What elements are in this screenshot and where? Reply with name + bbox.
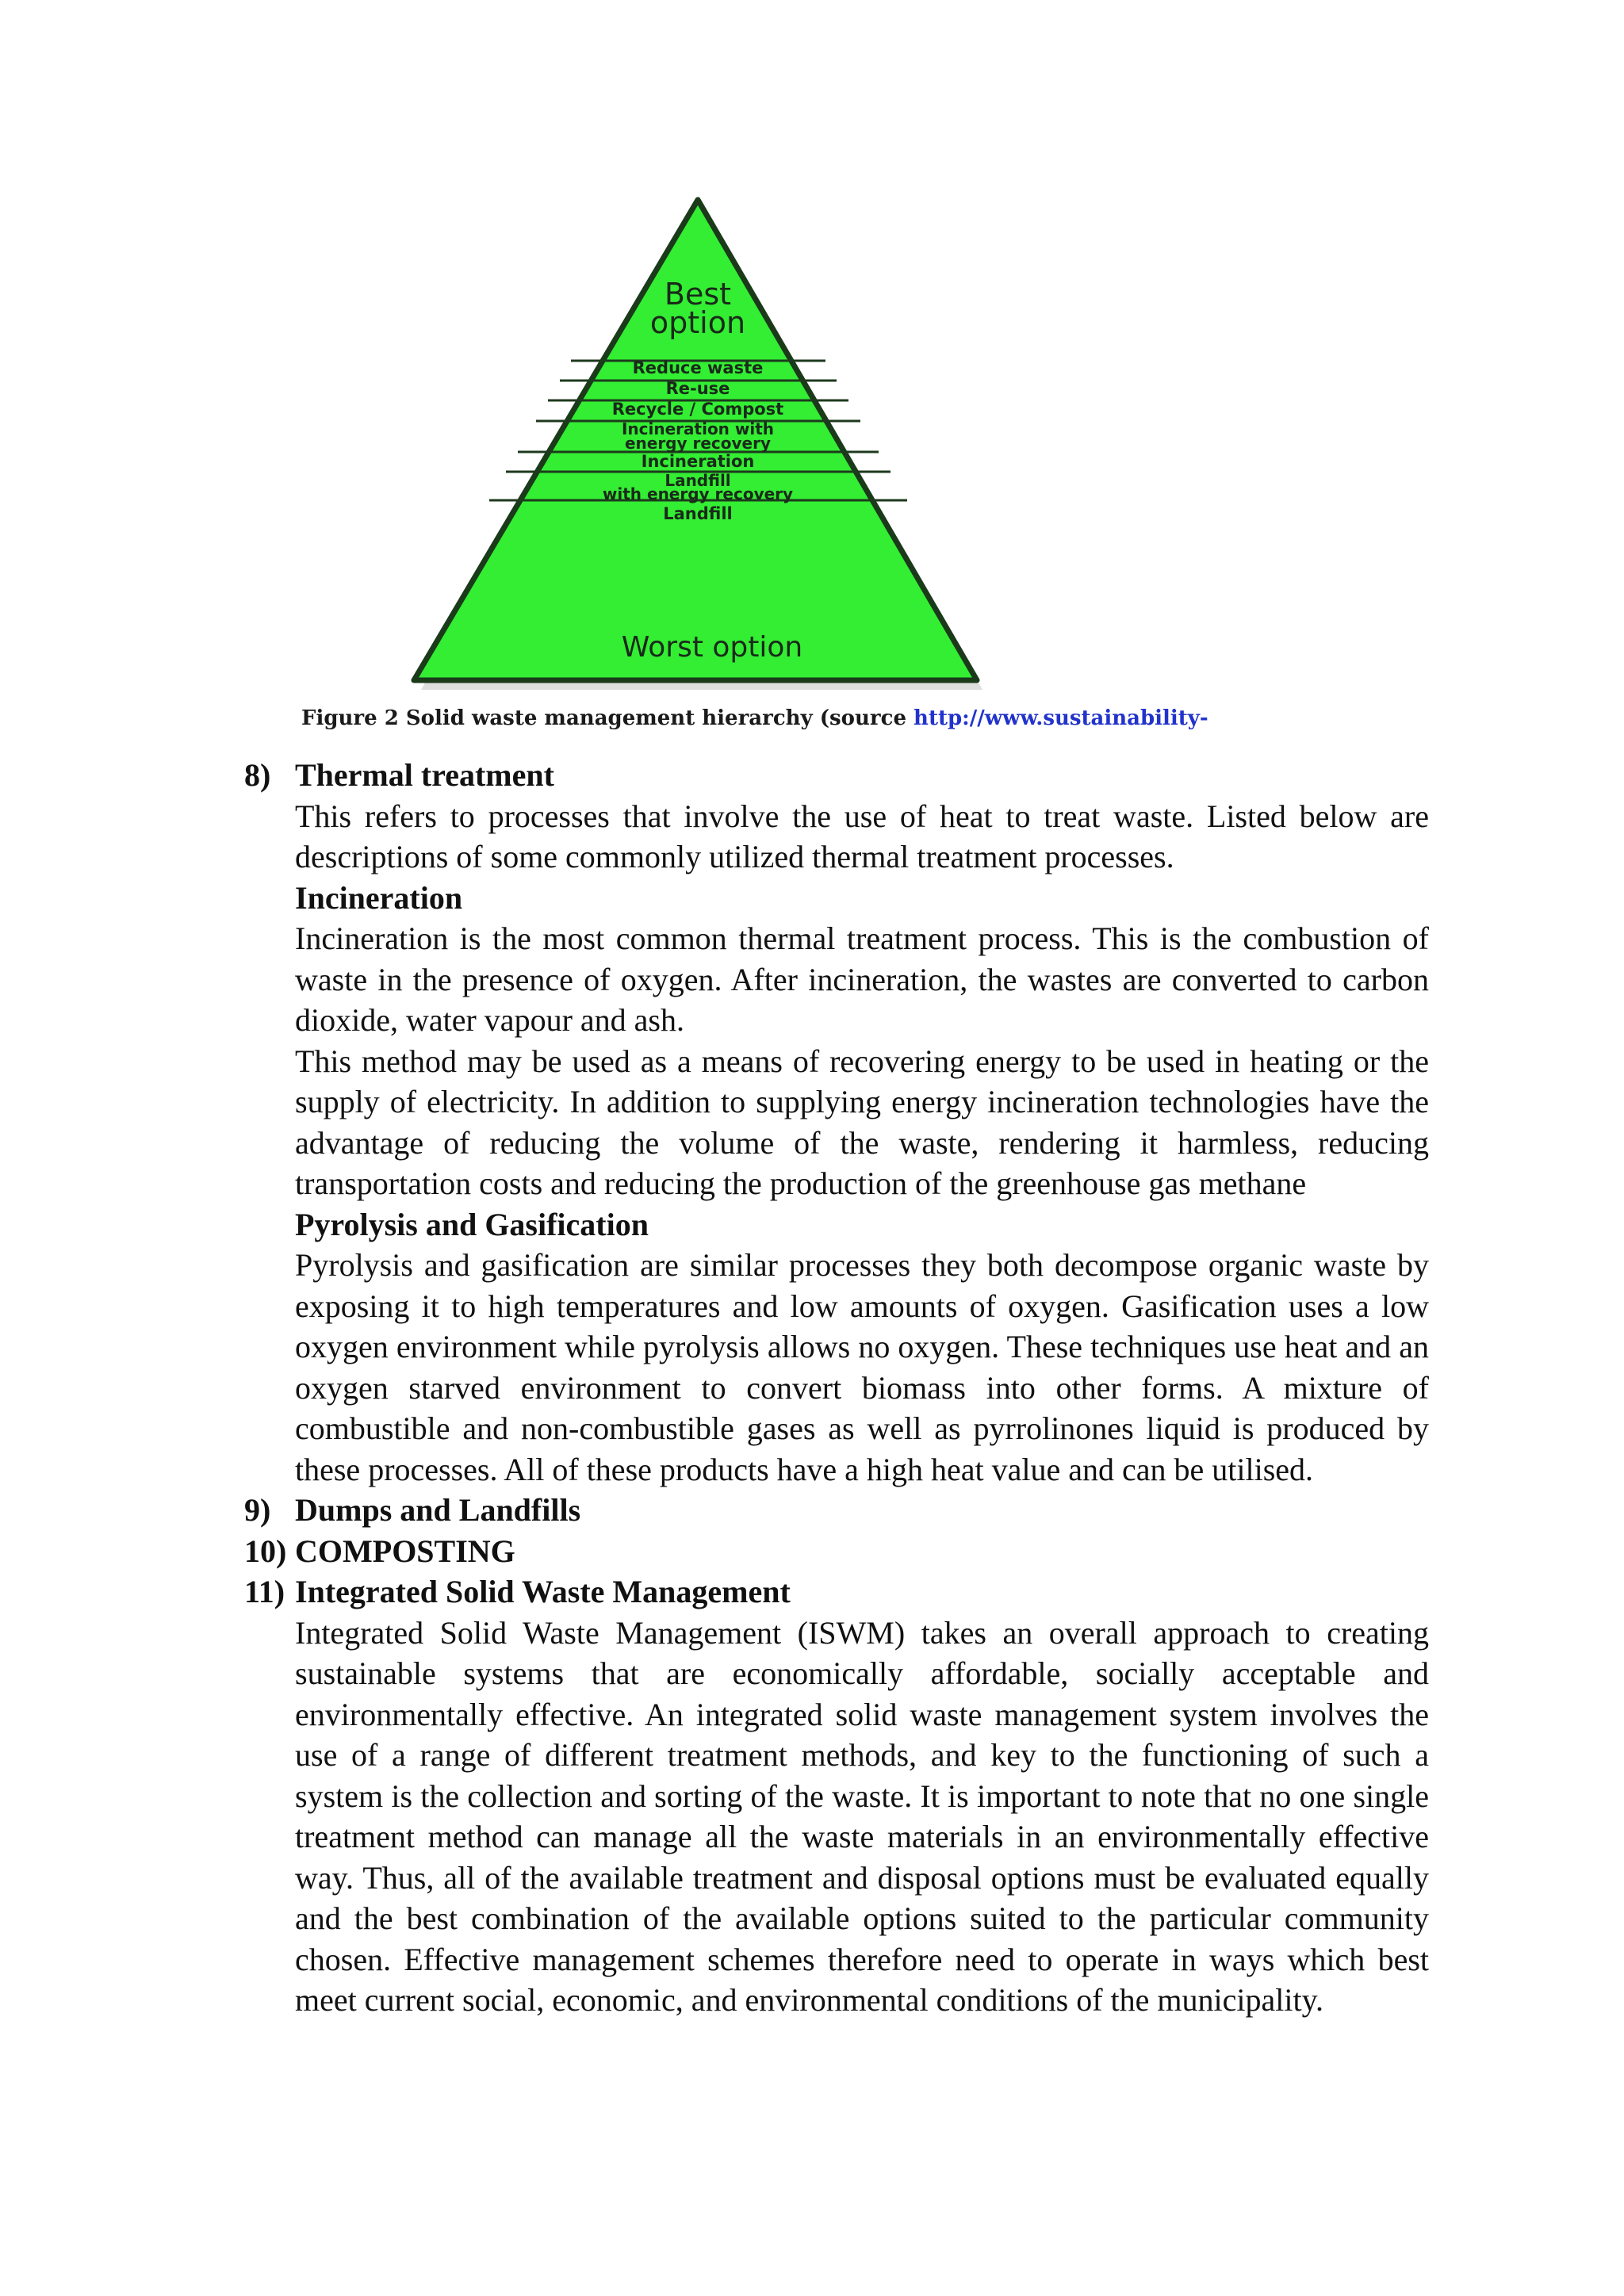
level-reduce-waste: Reduce waste: [632, 358, 764, 377]
level-re-use: Re-use: [665, 379, 730, 398]
level-landfill-upper: Landfill: [665, 471, 731, 490]
document-body: [244, 755, 1429, 2021]
paragraph: Integrated Solid Waste Management (ISWM) takes an overall approach to creating sustainable systems that are economically affordable, socially acceptable and environmentally effective. An integrated solid waste management system involves the use of a range of different treatment methods, and key to the functioning of such a system is the collection and sorting of the waste. It is important to note that no one single treatment method can manage all the waste materials in an environmentally effective way. Thus, all of the available treatment and disposal options must be evaluated equally and the best combination of the available options suited to the particular community chosen. Effective management schemes therefore need to operate in ways which best meet current social, economic, and environmental conditions of the municipality.: [295, 1614, 1429, 2018]
section-title: Thermal treatment: [295, 757, 554, 793]
level-recycle-compost: Recycle / Compost: [611, 400, 784, 419]
caption-source-url: http://www.sustainability-: [914, 706, 1208, 730]
waste-hierarchy-figure: [401, 195, 1258, 702]
section-title: Integrated Solid Waste Management: [295, 1574, 791, 1609]
level-worst-option: Worst option: [621, 631, 803, 664]
section-title: Dumps and Landfills: [295, 1492, 581, 1528]
figure-caption: [301, 706, 1332, 731]
caption-text: Figure 2 Solid waste management hierarchy (source: [301, 706, 914, 730]
section-number: 9): [244, 1492, 271, 1528]
level-energy-recovery: energy recovery: [624, 434, 772, 453]
paragraph: This method may be used as a means of recovering energy to be used in heating or the supply of electricity. In addition to supplying energy incineration technologies have the advantage of reducing the volume of the waste, rendering it harmless, reducing transportation costs and reducing the production of the greenhouse gas methane: [295, 1043, 1429, 1201]
section-dumps-landfills: [244, 1490, 1429, 1531]
section-number: 11): [244, 1574, 285, 1609]
section-number: 10): [244, 1533, 287, 1569]
paragraph: This refers to processes that involve the use of heat to treat waste. Listed below are descriptions of some commonly utilized thermal treatment processes.: [295, 798, 1429, 874]
waste-hierarchy-pyramid: [401, 195, 1258, 702]
level-with-energy-recovery: with energy recovery: [602, 484, 794, 503]
section-composting: [244, 1531, 1429, 1572]
section-number: 8): [244, 757, 271, 793]
section-title: COMPOSTING: [295, 1533, 515, 1569]
level-option: option: [649, 305, 746, 340]
section-iswm: [244, 1571, 1429, 2021]
level-incineration-with: Incineration with: [621, 419, 775, 438]
paragraph: Incineration is the most common thermal treatment process. This is the combustion of waste in the presence of oxygen. After incineration, the wastes are converted to carbon dioxide, water vapour and ash.: [295, 920, 1429, 1038]
subsection-title-incineration: Incineration: [295, 879, 463, 916]
level-best: Best: [664, 277, 732, 312]
subsection-title-pyrolysis: Pyrolysis and Gasification: [295, 1206, 649, 1242]
level-landfill: Landfill: [663, 504, 733, 523]
paragraph: Pyrolysis and gasification are similar processes they both decompose organic waste by exposing it to high temperatures and low amounts of oxygen. Gasification uses a low oxygen environment while pyrolysis allows no oxygen. These techniques use heat and an oxygen starved environment to convert biomass into other forms. A mixture of combustible and non-combustible gases as well as pyrrolinones liquid is produced by these processes. All of these products have a high heat value and can be utilised.: [295, 1247, 1429, 1487]
section-thermal-treatment: [244, 755, 1429, 1490]
level-incineration: Incineration: [641, 452, 755, 471]
